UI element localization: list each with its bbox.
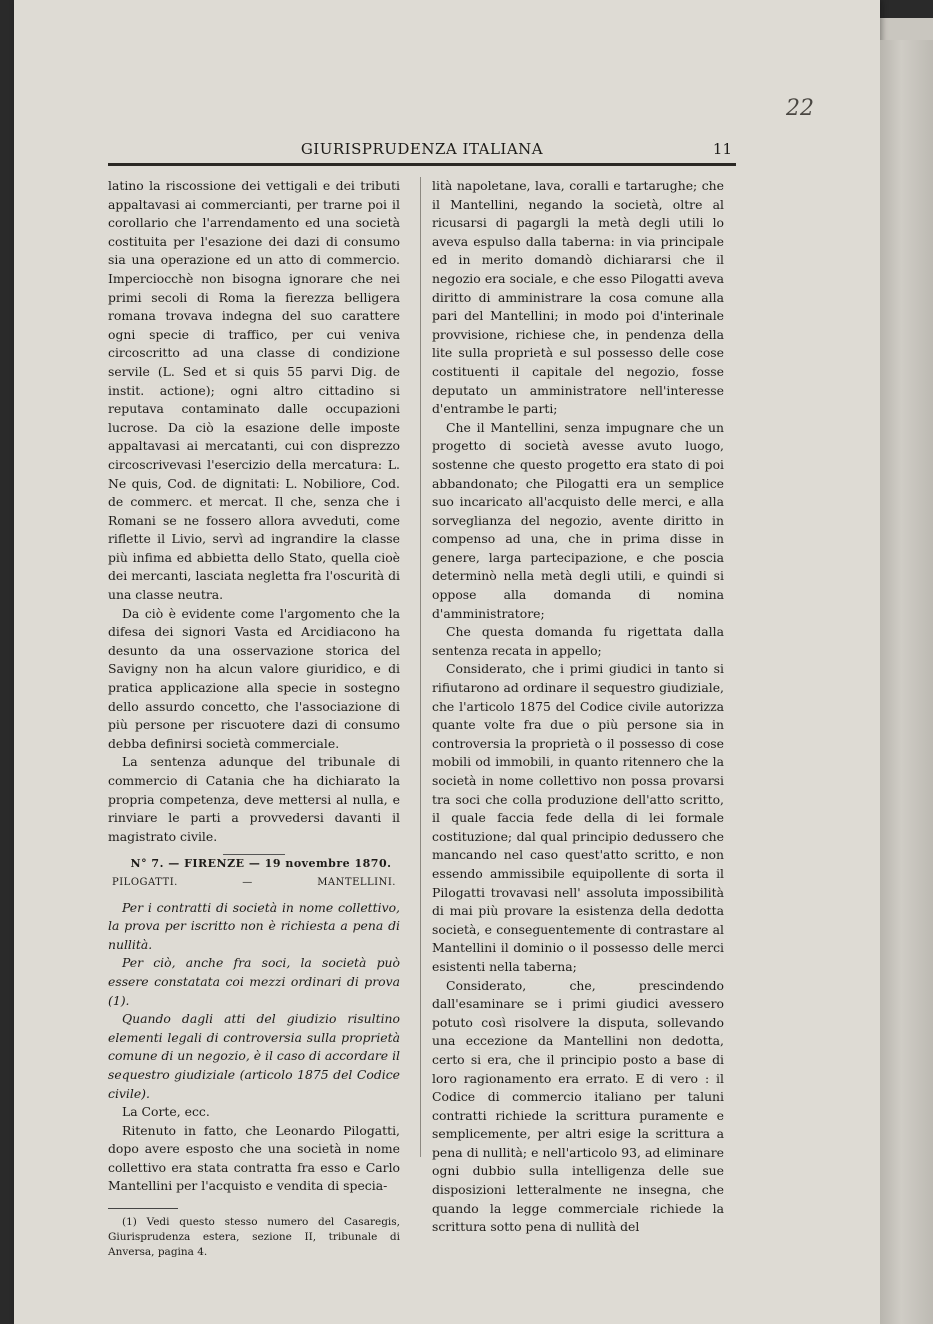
column-divider xyxy=(420,177,421,1157)
paragraph: lità napoletane, lava, coralli e tartarughe; che il Mantellini, negando la società, oltre al ricusarsi di pagargli la metà degli utili lo aveva espulso dalla taberna: in via principale ed in merito domandò dichiararsi che il negozio era sociale, e che esso Pilogatti aveva diritto di amministrare la cosa comune alla pari del Mantellini; in modo poi d'interinale provvisione, richiese che, in pendenza della lite sulla proprietà e sul possesso delle cose costituenti il capitale del negozio, fosse deputato un amministratore nell'interesse d'entrambe le parti; xyxy=(432,178,724,417)
party-separator: — xyxy=(242,876,253,888)
page-edge xyxy=(880,40,933,1324)
paragraph: Ritenuto in fatto, che Leonardo Pilogatti, dopo avere esposto che una società in nome collettivo era stata contratta fra esso e Carlo Mantellini per l'acquisto e vendita di specia- xyxy=(108,1122,400,1194)
headnote: Per i contratti di società in nome collettivo, la prova per iscritto non è richiesta a pena di nullità. xyxy=(108,899,400,952)
left-column xyxy=(108,177,400,1260)
paragraph: La sentenza adunque del tribunale di commercio di Catania che ha dichiarato la propria competenza, deve mettersi al nulla, e rinviare le parti a provvedersi davanti il magistrato civile. xyxy=(108,754,400,844)
headnote: Quando dagli atti del giudizio risultino elementi legali di controversia sulla proprietà comune di un negozio, è il caso di accordare il sequestro giudiziale (articolo 1875 del Codice civile). xyxy=(108,1011,400,1101)
appellant: PILOGATTI. xyxy=(112,876,178,888)
header-rule xyxy=(108,163,736,166)
page-number: 11 xyxy=(712,140,732,158)
headnote: Per ciò, anche fra soci, la società può essere constatata coi mezzi ordinari di prova (1). xyxy=(108,955,400,1008)
paragraph: Considerato, che i primi giudici in tanto si rifiutarono ad ordinare il sequestro giudiziale, che l'articolo 1875 del Codice civile autorizza quante volte fra due o più persone sia in controversia la proprietà o il possesso di cose mobili od immobili, in quanto ritennero che la società in nome collettivo non possa provarsi tra soci che colla produzione dell'atto scritto, il quale faccia fede della di lei formale costituzione; dal qual principio dedussero che mancando nel caso quest'atto scritto, e non essendo ammissibile equipollente di sorta il Pilogatti trovavasi nell' assoluta impossibilità di mai più provare la esistenza della dedotta società, e conseguentemente di contrastare al Mantellini il dominio o il possesso delle merci esistenti nella taberna; xyxy=(432,661,724,974)
court-line: La Corte, ecc. xyxy=(122,1104,210,1120)
case-parties xyxy=(112,874,396,893)
footnote: (1) Vedi questo stesso numero del Casaregis, Giurisprudenza estera, sezione II, tribunale di Anversa, pagina 4. xyxy=(108,1216,400,1259)
paragraph: latino la riscossione dei vettigali e dei tributi appaltavasi ai commercianti, per trarne poi il corollario che l'arrendamento ed una società costituita per l'esazione dei dazi di consumo sia una operazione ed un atto di commercio. Imperciocchè non bisogna ignorare che nei primi secoli di Roma la fierezza belligera romana trovava indegna del suo carattere ogni specie di traffico, per cui veniva circoscritto ad una classe di condizione servile (L. Sed et si quis 55 parvi Dig. de instit. actione); ogni altro cittadino si reputava contaminato dalle occupazioni lucrose. Da ciò la esazione delle imposte appaltavasi ai mercatanti, cui con disprezzo circoscrivevasi l'esercizio della mercatura: L. Ne quis, Cod. de dignitati: L. Nobiliore, Cod. de commerc. et mercat. Il che, senza che i Romani se ne fossero allora avveduti, come riflette il Livio, servì ad ingrandire la classe più infima ed abbietta dello Stato, quella cioè dei mercanti, lasciata negletta fra l'oscurità di una classe neutra. xyxy=(108,178,400,603)
paragraph: Che questa domanda fu rigettata dalla sentenza recata in appello; xyxy=(432,624,724,658)
journal-title: GIURISPRUDENZA ITALIANA xyxy=(300,140,544,158)
running-header xyxy=(108,140,736,162)
appellee: MANTELLINI. xyxy=(317,876,396,888)
footnote-rule xyxy=(108,1208,178,1209)
handwritten-page-mark: 22 xyxy=(786,96,814,121)
paragraph: Da ciò è evidente come l'argomento che la difesa dei signori Vasta ed Arcidiacono ha desunto da una osservazione storica del Savigny non ha alcun valore giuridico, e di pratica applicazione alla specie in sostegno dello assurdo concetto, che l'associazione di più persone per riscuotere dazi di consumo debba definirsi società commerciale. xyxy=(108,605,400,751)
case-heading: N° 7. — FIRENZE — 19 novembre 1870. xyxy=(130,857,392,871)
right-column xyxy=(432,177,724,1237)
paragraph: Considerato, che, prescindendo dall'esaminare se i primi giudici avessero potuto così risolvere la disputa, sollevando una eccezione da Mantellini non dedotta, certo si era, che il principio posto a base di loro ragionamento era errato. E di vero : il Codice di commercio italiano per taluni contratti richiede la scrittura puramente e semplicemente, per altri esige la scrittura a pena di nullità; e nell'articolo 93, ad eliminare ogni dubbio sulla intelligenza delle sue disposizioni letteralmente ne insegna, che quando la legge commerciale richiede la scrittura sotto pena di nullità del xyxy=(432,977,724,1235)
paragraph: Che il Mantellini, senza impugnare che un progetto di società avesse avuto luogo, sostenne che questo progetto era stato di poi abbandonato; che Pilogatti era un semplice suo incaricato all'acquisto delle merci, e alla sorveglianza del negozio, avente diritto in compenso ad una, che in prima disse in genere, larga partecipazione, e che poscia determinò nella metà degli utili, e quindi si oppose alla domanda di nomina d'amministratore; xyxy=(432,419,724,621)
